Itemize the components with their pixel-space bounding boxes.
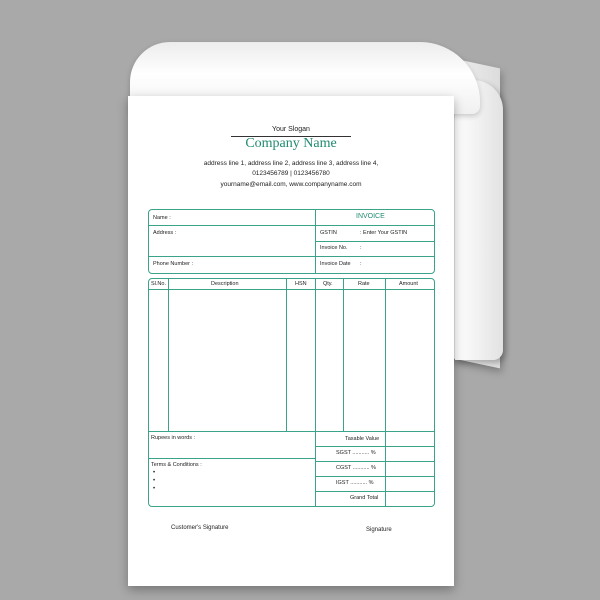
gstin-label: GSTIN <box>320 230 337 236</box>
table-body-bottom <box>149 431 434 432</box>
slogan: Your Slogan <box>272 126 310 133</box>
invoice-sheet <box>128 96 454 586</box>
pad-curled-side <box>455 80 503 360</box>
address-label: Address : <box>153 230 177 236</box>
terms-bullet: • <box>153 486 156 492</box>
column-divider <box>168 279 169 431</box>
col-header-description: Description <box>211 281 239 287</box>
invoice-date-colon: : <box>360 261 362 267</box>
terms-label: Terms & Conditions : <box>151 462 202 468</box>
phone-numbers: 0123456789 | 0123456780 <box>252 170 330 177</box>
column-divider <box>385 279 386 506</box>
invoice-title: INVOICE <box>356 213 385 220</box>
taxable-value-label: Taxable Value <box>345 436 380 442</box>
totals-row-divider <box>315 461 434 462</box>
col-header-rate: Rate <box>358 281 370 287</box>
terms-bullet: • <box>153 478 156 484</box>
rupees-terms-divider <box>149 458 315 459</box>
column-divider <box>343 279 344 431</box>
company-name: Company Name <box>245 136 337 151</box>
grand-total-label: Grand Total <box>350 495 379 501</box>
cgst-label: CGST ........... % <box>336 465 376 471</box>
info-row-divider <box>149 256 434 257</box>
info-row-divider <box>315 241 434 242</box>
igst-label: IGST ........... % <box>336 480 374 486</box>
customer-info-box <box>148 209 435 274</box>
gstin-value: : Enter Your GSTIN <box>360 230 408 236</box>
table-header-divider <box>149 289 434 290</box>
col-header-hsn: HSN <box>295 281 307 287</box>
column-divider <box>286 279 287 431</box>
rupees-in-words-label: Rupees in words : <box>151 435 196 441</box>
col-header-qty: Qty. <box>323 281 333 287</box>
totals-row-divider <box>315 446 434 447</box>
info-row-divider <box>149 225 434 226</box>
column-divider <box>315 279 316 506</box>
col-header-slno: Sl.No. <box>151 281 166 287</box>
address-line: address line 1, address line 2, address line 3, address line 4, <box>203 160 379 167</box>
terms-bullet: • <box>153 470 156 476</box>
invoice-no-colon: : <box>360 245 362 251</box>
customer-signature-label: Customer's Signature <box>171 525 229 531</box>
items-table <box>148 278 435 507</box>
totals-row-divider <box>315 491 434 492</box>
phone-label: Phone Number : <box>153 261 194 267</box>
contact-info: yourname@email.com, www.companyname.com <box>220 181 362 188</box>
col-header-amount: Amount <box>399 281 418 287</box>
totals-row-divider <box>315 476 434 477</box>
sgst-label: SGST ........... % <box>336 450 376 456</box>
signature-label: Signature <box>366 527 392 533</box>
invoice-date-label: Invoice Date <box>320 261 351 267</box>
invoice-no-label: Invoice No. <box>320 245 348 251</box>
name-label: Name : <box>153 215 171 221</box>
